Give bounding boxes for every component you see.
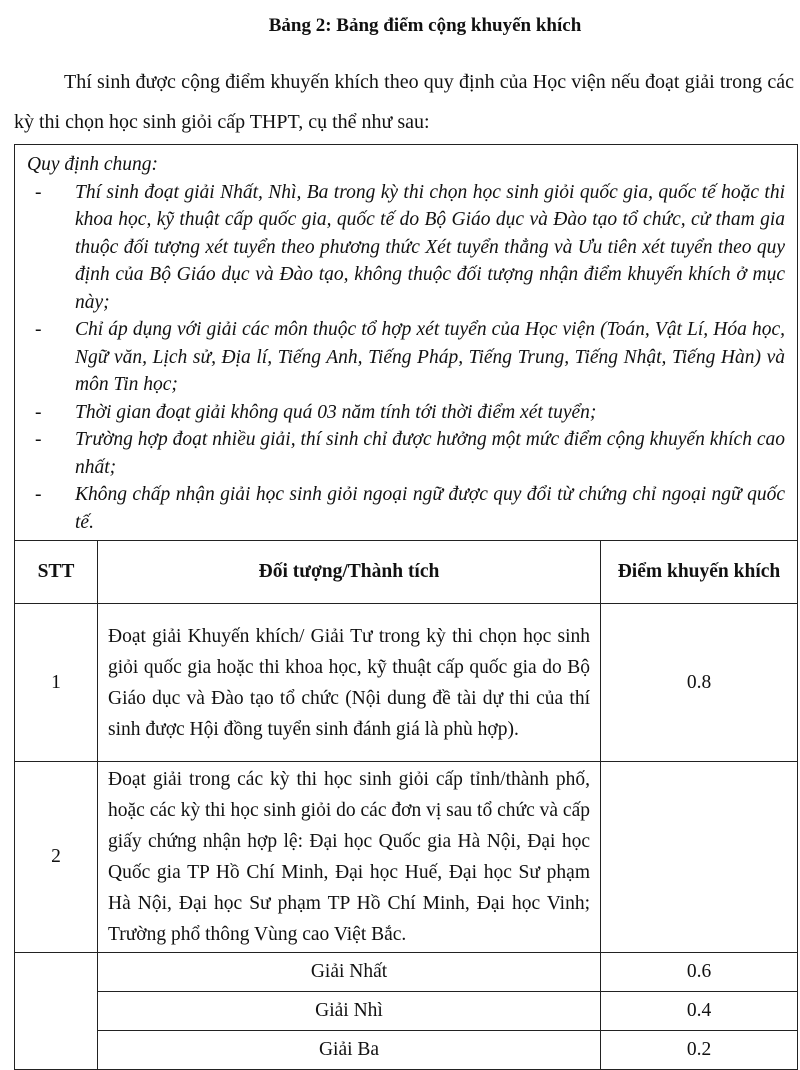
- sub-row-stt-blank: [15, 953, 98, 1070]
- prize-points: 0.2: [601, 1031, 798, 1070]
- row-stt: 2: [15, 762, 98, 953]
- rule-item: [27, 316, 785, 399]
- table-title: Bảng 2: Bảng điểm cộng khuyến khích: [268, 15, 582, 36]
- header-points: Điểm khuyến khích: [601, 541, 798, 604]
- rule-item: [27, 399, 785, 427]
- header-stt: STT: [15, 541, 98, 604]
- rule-bullet: -: [35, 401, 42, 423]
- prize-label: Giải Nhì: [98, 992, 601, 1031]
- rule-item: [27, 481, 785, 536]
- rules-list: [27, 179, 785, 537]
- intro-paragraph: [14, 62, 794, 142]
- sub-row: [15, 953, 798, 992]
- bonus-points-table: [14, 540, 798, 1070]
- row-stt: 1: [15, 604, 98, 762]
- rule-text: Chỉ áp dụng với giải các môn thuộc tổ hợp xét tuyển của Học viện (Toán, Vật Lí, Hóa học, Ngữ văn, Lịch sử, Địa lí, Tiếng Anh, Tiếng Pháp, Tiếng Trung, Tiếng Nhật, Tiếng Hàn) và môn Tin học;: [75, 319, 785, 395]
- row-points: 0.8: [601, 604, 798, 762]
- rule-item: [27, 426, 785, 481]
- rules-heading: Quy định chung:: [27, 154, 159, 175]
- table-header-row: [15, 541, 798, 604]
- general-rules-box: [14, 144, 798, 540]
- table-row: [15, 762, 798, 953]
- rule-item: [27, 179, 785, 317]
- sub-row: [15, 1031, 798, 1070]
- rule-text: Thời gian đoạt giải không quá 03 năm tính tới thời điểm xét tuyển;: [75, 401, 597, 423]
- prize-label: Giải Nhất: [98, 953, 601, 992]
- rule-bullet: -: [35, 484, 42, 505]
- row-description: Đoạt giải Khuyến khích/ Giải Tư trong kỳ thi chọn học sinh giỏi quốc gia hoặc thi khoa học, kỹ thuật cấp quốc gia do Bộ Giáo dục và Đào tạo tổ chức (Nội dung đề tài dự thi của thí sinh được Hội đồng tuyển sinh đánh giá là phù hợp).: [98, 604, 601, 762]
- row-points: [601, 762, 798, 953]
- prize-points: 0.6: [601, 953, 798, 992]
- intro-text: Thí sinh được cộng điểm khuyến khích theo quy định của Học viện nếu đoạt giải trong các kỳ thi chọn học sinh giỏi cấp THPT, cụ thể như sau:: [14, 71, 794, 133]
- rule-bullet: -: [35, 429, 42, 450]
- rule-bullet: -: [35, 319, 42, 340]
- table-row: [15, 604, 798, 762]
- rule-text: Không chấp nhận giải học sinh giỏi ngoại ngữ được quy đổi từ chứng chỉ ngoại ngữ quốc tế.: [75, 484, 785, 533]
- header-subject: Đối tượng/Thành tích: [98, 541, 601, 604]
- prize-points: 0.4: [601, 992, 798, 1031]
- prize-label: Giải Ba: [98, 1031, 601, 1070]
- rule-bullet: -: [35, 181, 42, 203]
- rule-text: Thí sinh đoạt giải Nhất, Nhì, Ba trong kỳ thi chọn học sinh giỏi quốc gia, quốc tế hoặc thi khoa học, kỹ thuật cấp quốc gia, quốc tế do Bộ Giáo dục và Đào tạo tổ chức, cử tham gia thuộc đối tượng xét tuyển theo phương thức Xét tuyển thẳng và Ưu tiên xét tuyển theo quy định của Bộ Giáo dục và Đào tạo, không thuộc đối tượng nhận điểm khuyến khích ở mục này;: [75, 181, 785, 313]
- sub-row: [15, 992, 798, 1031]
- rule-text: Trường hợp đoạt nhiều giải, thí sinh chỉ được hưởng một mức điểm cộng khuyến khích cao nhất;: [75, 429, 785, 478]
- row-description: Đoạt giải trong các kỳ thi học sinh giỏi cấp tỉnh/thành phố, hoặc các kỳ thi học sinh giỏi do các đơn vị sau tổ chức và cấp giấy chứng nhận hợp lệ: Đại học Quốc gia Hà Nội, Đại học Quốc gia TP Hồ Chí Minh, Đại học Huế, Đại học Sư phạm Hà Nội, Đại học Sư phạm TP Hồ Chí Minh, Đại học Vinh; Trường phổ thông Vùng cao Việt Bắc.: [98, 762, 601, 953]
